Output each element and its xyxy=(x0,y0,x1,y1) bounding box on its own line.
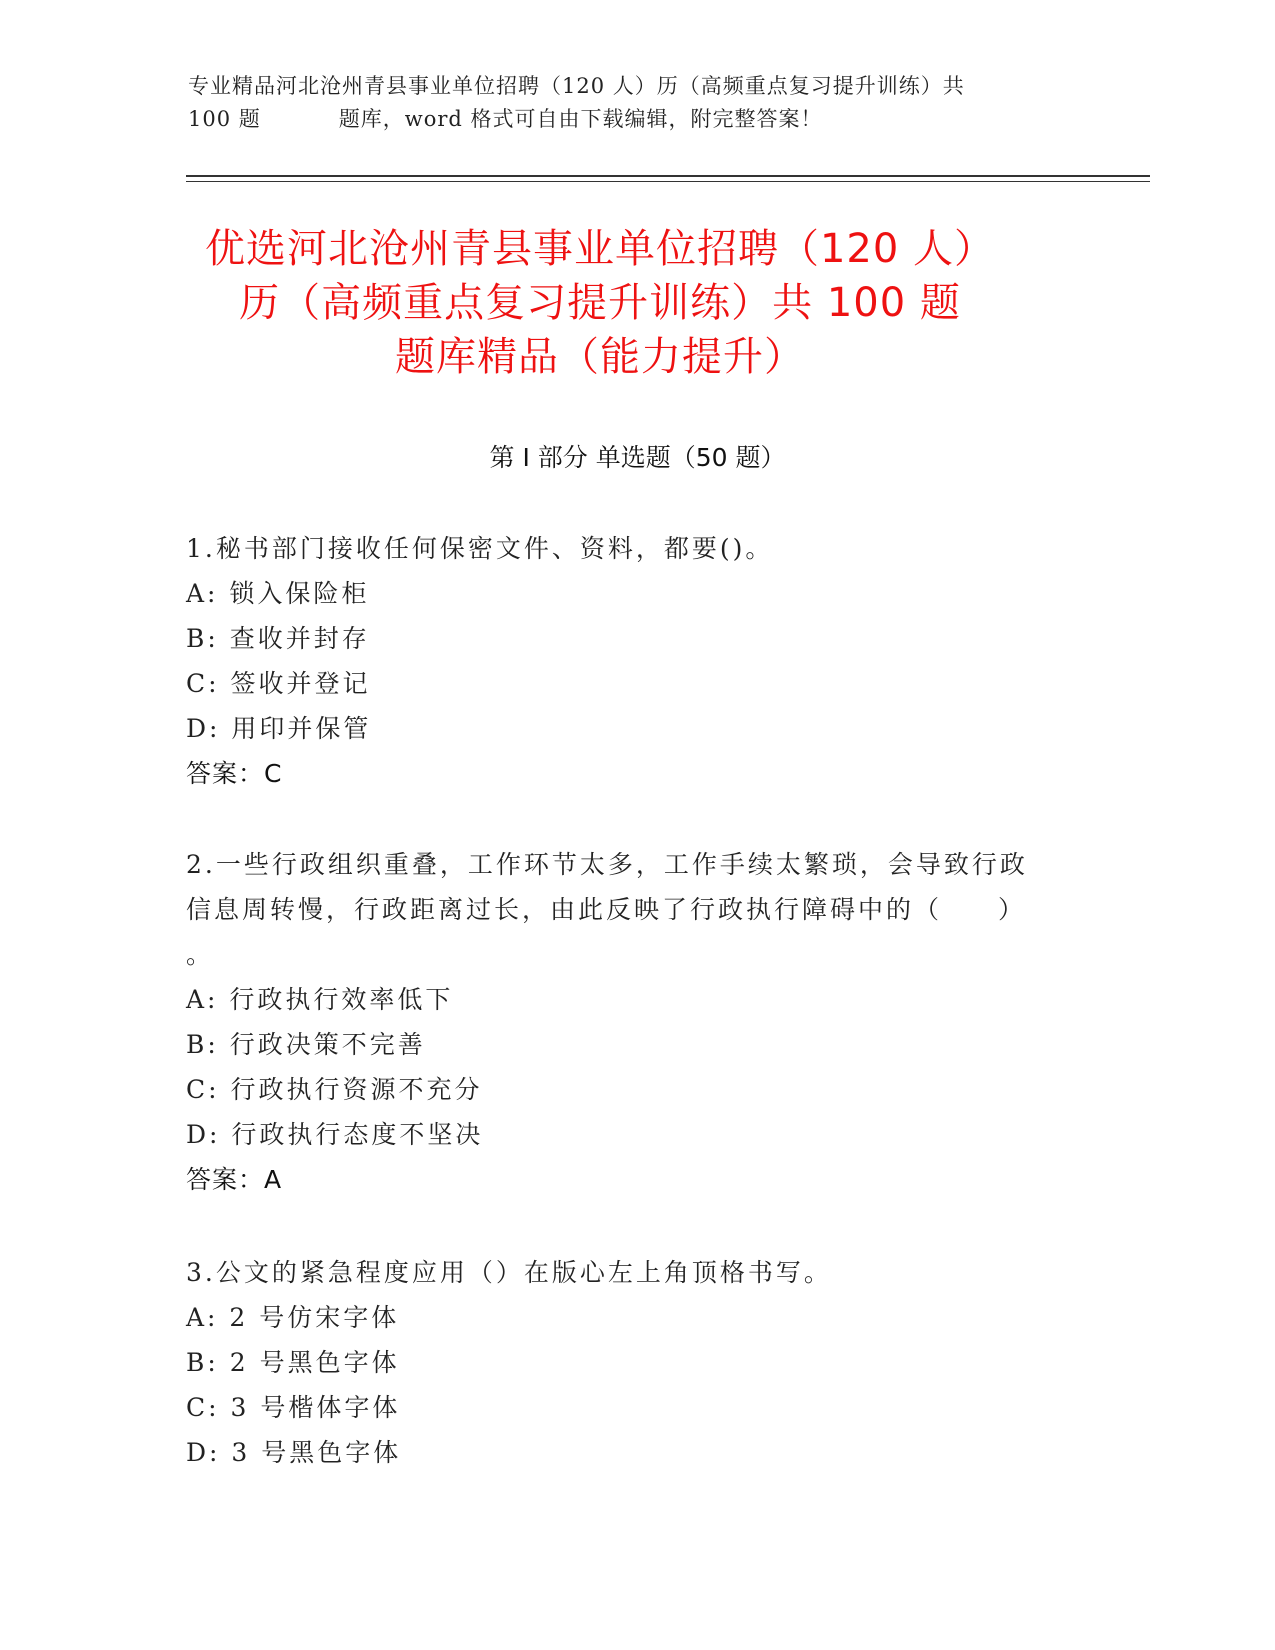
question-2 xyxy=(186,842,1066,1202)
title-line-3: 题库精品（能力提升） xyxy=(395,334,805,380)
option-a: A: 行政执行效率低下 xyxy=(186,985,454,1014)
option-b: B: 行政决策不完善 xyxy=(186,1030,426,1059)
question-3 xyxy=(186,1250,1066,1475)
option-a: A: 锁入保险柜 xyxy=(186,579,370,608)
header-line-2 xyxy=(188,103,1068,136)
question-stem-end: 。 xyxy=(186,940,215,969)
question-stem: 3.公文的紧急程度应用（）在版心左上角顶格书写。 xyxy=(186,1258,832,1287)
document-header xyxy=(188,70,1068,136)
option-d: D: 行政执行态度不坚决 xyxy=(186,1120,484,1149)
option-b: B: 2 号黑色字体 xyxy=(186,1348,400,1377)
section-heading: 第 I 部分 单选题（50 题） xyxy=(489,443,786,472)
option-a: A: 2 号仿宋字体 xyxy=(186,1303,400,1332)
option-d: D: 用印并保管 xyxy=(186,714,372,743)
question-1 xyxy=(186,526,1066,796)
document-title xyxy=(150,222,1050,384)
answer-text: 答案：A xyxy=(186,1165,283,1194)
option-b: B: 查收并封存 xyxy=(186,624,370,653)
header-divider-thick xyxy=(186,175,1150,177)
header-description: 题库，word 格式可自由下载编辑，附完整答案！ xyxy=(338,107,823,131)
option-c: C: 3 号楷体字体 xyxy=(186,1393,401,1422)
option-c: C: 行政执行资源不充分 xyxy=(186,1075,483,1104)
header-count: 100 题 xyxy=(188,107,261,131)
question-stem: 1.秘书部门接收任何保密文件、资料，都要()。 xyxy=(186,534,774,563)
header-line-1: 专业精品河北沧州青县事业单位招聘（120 人）历（高频重点复习提升训练）共 xyxy=(188,74,965,98)
title-line-1: 优选河北沧州青县事业单位招聘（120 人） xyxy=(204,226,996,272)
option-d: D: 3 号黑色字体 xyxy=(186,1438,402,1467)
question-stem-continued: 信息周转慢，行政距离过长，由此反映了行政执行障碍中的（ ） xyxy=(186,895,1027,924)
question-stem: 2.一些行政组织重叠，工作环节太多，工作手续太繁琐，会导致行政 xyxy=(186,850,1028,879)
option-c: C: 签收并登记 xyxy=(186,669,371,698)
header-divider-thin xyxy=(186,181,1150,182)
answer-text: 答案：C xyxy=(186,759,283,788)
title-line-2: 历（高频重点复习提升训练）共 100 题 xyxy=(239,280,961,326)
